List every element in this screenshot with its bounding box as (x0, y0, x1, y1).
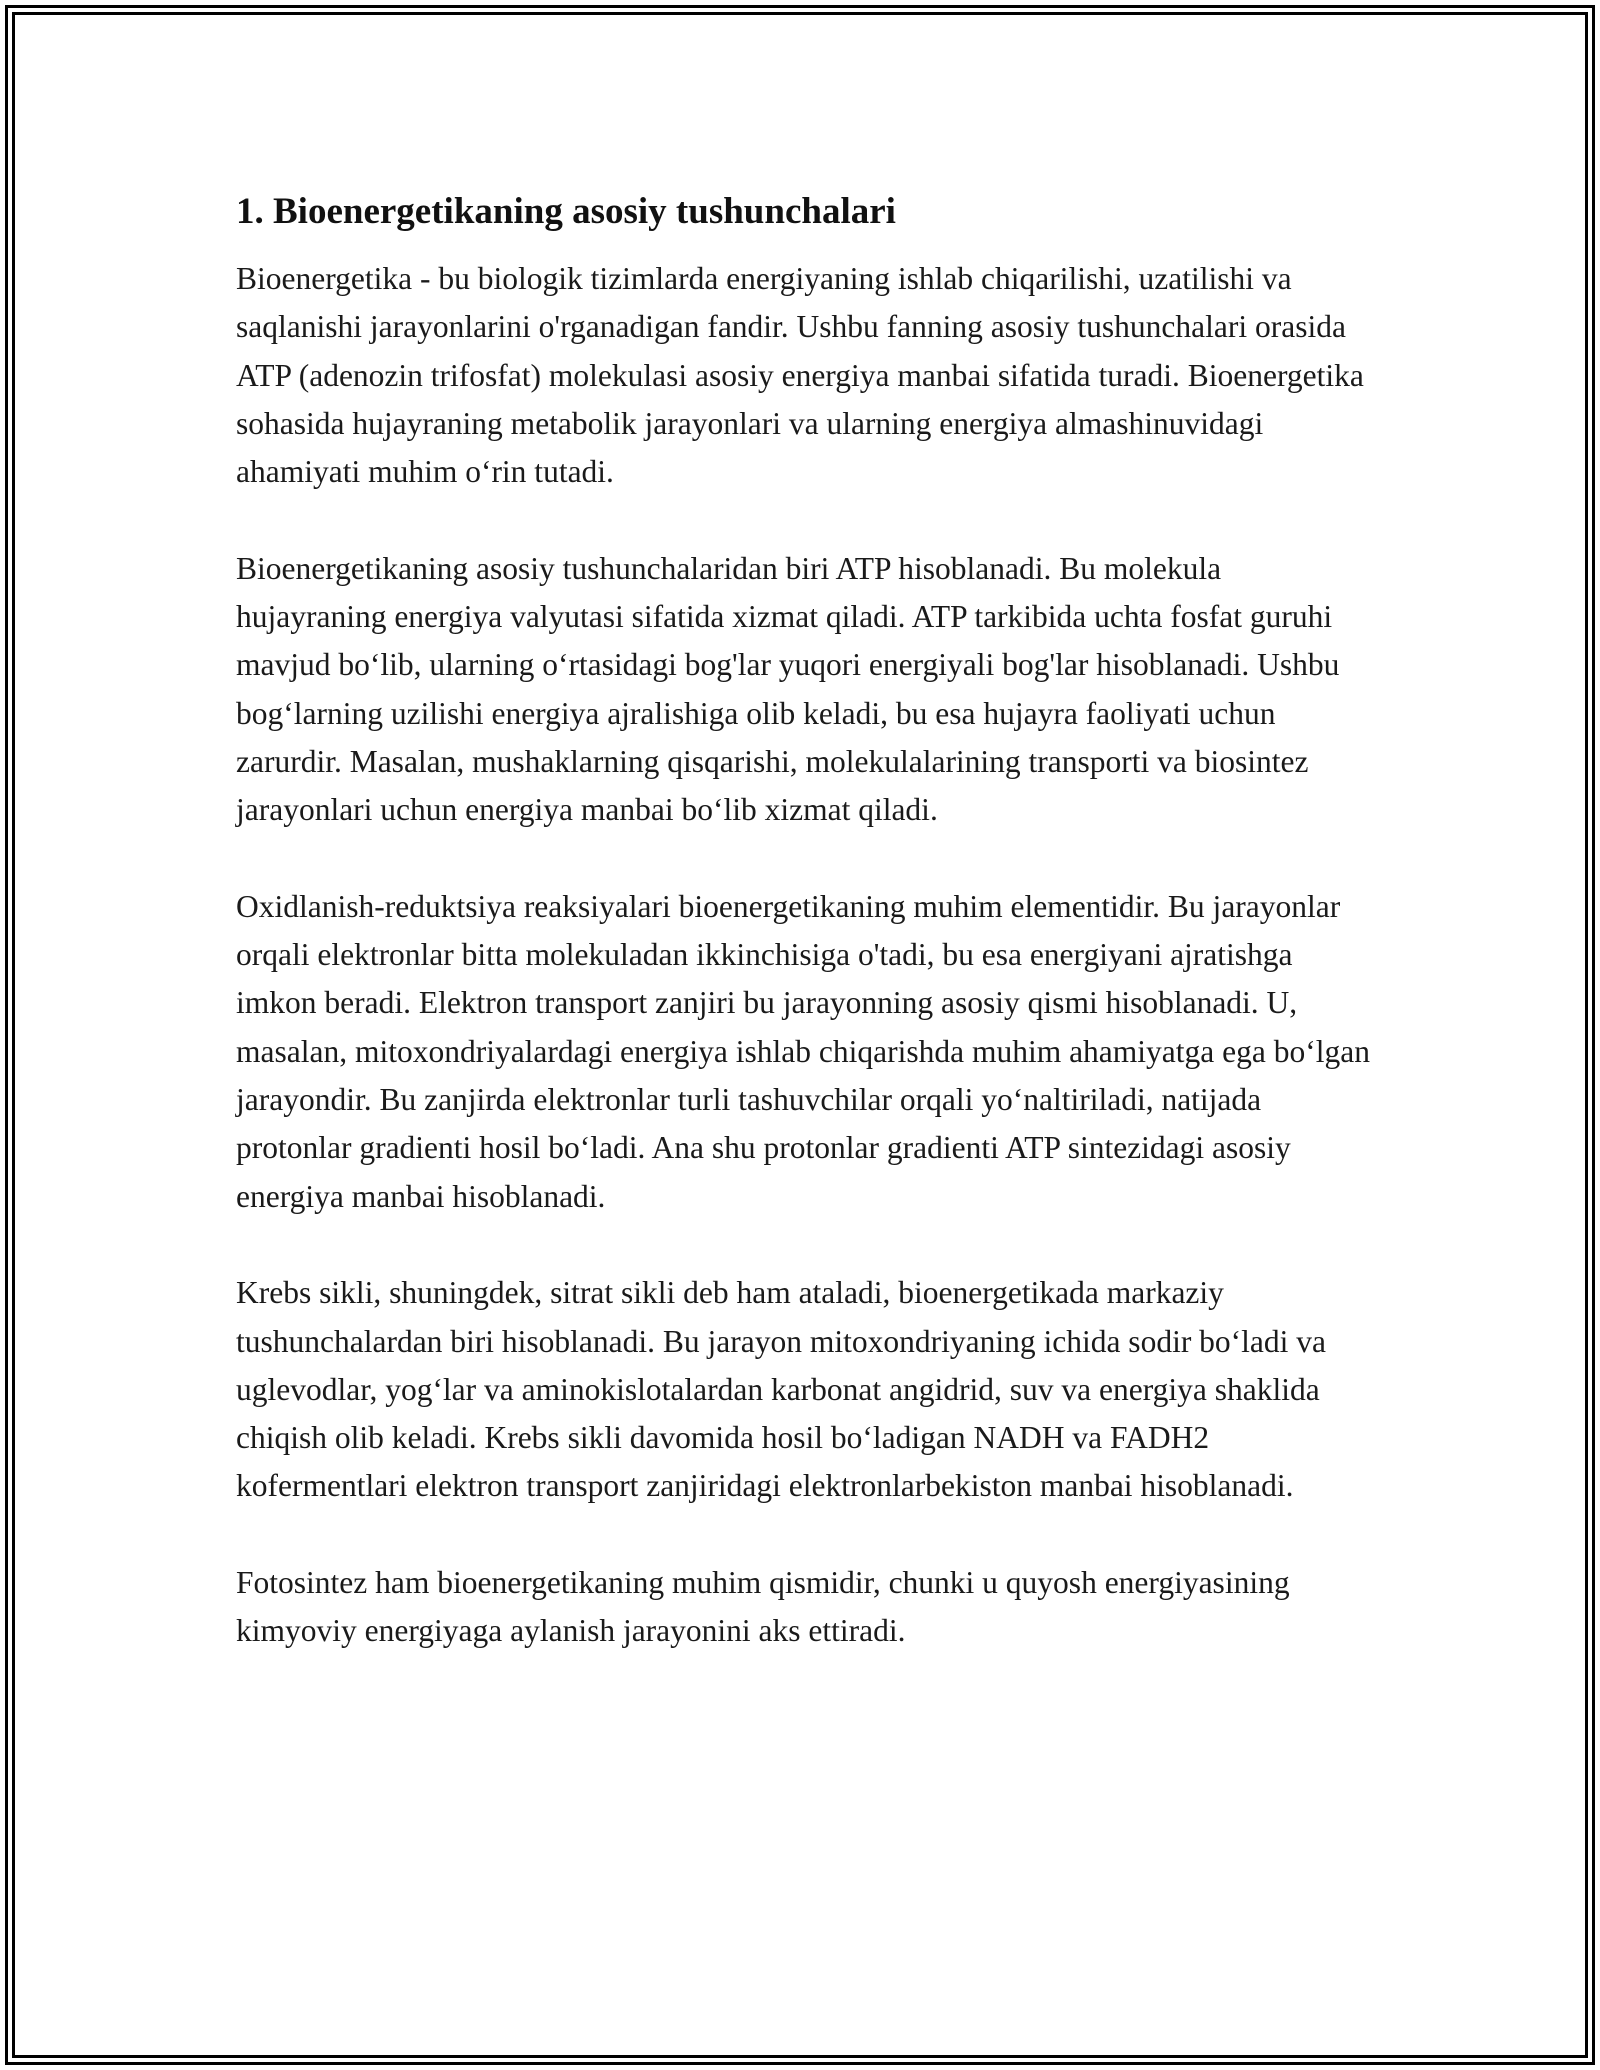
section-heading: 1. Bioenergetikaning asosiy tushunchalari (236, 191, 896, 232)
paragraph-krebs: Krebs sikli, shuningdek, sitrat sikli deb ham ataladi, bioenergetikada markaziy tushunchalardan biri hisoblanadi. Bu jarayon mitoxondriyaning ichida sodir bo‘ladi va uglevodlar, yog‘lar va aminokislotalardan karbonat angidrid, suv va energiya shaklida chiqish olib keladi. Krebs sikli davomida hosil bo‘ladigan NADH va FADH2 kofermentlari elektron transport zanjiridagi elektronlarbekiston manbai hisoblanadi. (236, 1275, 1327, 1504)
paragraph-photosynthesis: Fotosintez ham bioenergetikaning muhim qismidir, chunki u quyosh energiyasining kimyoviy energiyaga aylanish jarayonini aks ettiradi. (236, 1565, 1290, 1649)
document-body (236, 188, 1376, 1656)
paragraph-atp: Bioenergetikaning asosiy tushunchalaridan biri ATP hisoblanadi. Bu molekula hujayraning energiya valyutasi sifatida xizmat qiladi. ATP tarkibida uchta fosfat guruhi mavjud bo‘lib, ularning o‘rtasidagi bog'lar yuqori energiyali bog'lar hisoblanadi. Ushbu bog‘larning uzilishi energiya ajralishiga olib keladi, bu esa hujayra faoliyati uchun zarurdir. Masalan, mushaklarning qisqarishi, molekulalarining transporti va biosintez jarayonlari uchun energiya manbai bo‘lib xizmat qiladi. (236, 550, 1340, 828)
paragraph-redox: Oxidlanish-reduktsiya reaksiyalari bioenergetikaning muhim elementidir. Bu jarayonlar orqali elektronlar bitta molekuladan ikkinchisiga o'tadi, bu esa energiyani ajratishga imkon beradi. Elektron transport zanjiri bu jarayonning asosiy qismi hisoblanadi. U, masalan, mitoxondriyalardagi energiya ishlab chiqarishda muhim ahamiyatga ega bo‘lgan jarayondir. Bu zanjirda elektronlar turli tashuvchilar orqali yo‘naltiriladi, natijada protonlar gradienti hosil bo‘ladi. Ana shu protonlar gradienti ATP sintezidagi asosiy energiya manbai hisoblanadi. (236, 888, 1370, 1214)
paragraph-intro: Bioenergetika - bu biologik tizimlarda energiyaning ishlab chiqarilishi, uzatilishi va saqlanishi jarayonlarini o'rganadigan fandir. Ushbu fanning asosiy tushunchalari orasida ATP (adenozin trifosfat) molekulasi asosiy energiya manbai sifatida turadi. Bioenergetika sohasida hujayraning metabolik jarayonlari va ularning energiya almashinuvidagi ahamiyati muhim o‘rin tutadi. (236, 261, 1364, 490)
